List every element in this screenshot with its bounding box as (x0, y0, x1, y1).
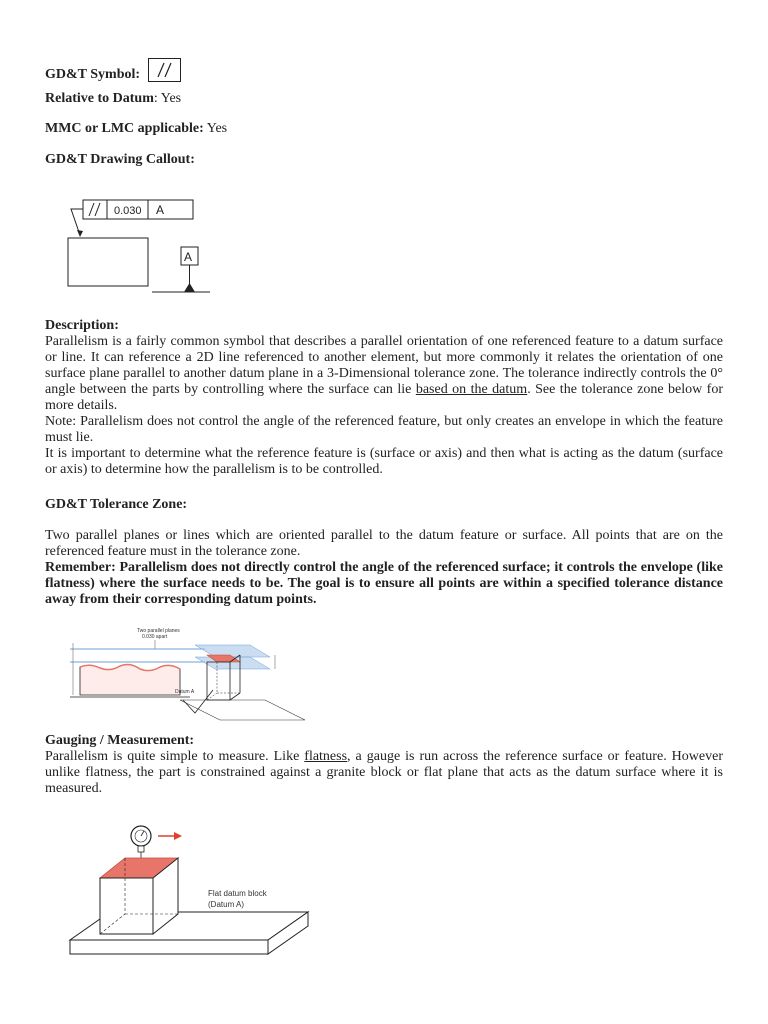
mmc-value: Yes (203, 121, 228, 136)
gauging-section (45, 733, 723, 797)
mmc-label: MMC or LMC applicable: (45, 121, 204, 136)
remember-paragraph: Remember: Parallelism does not directly control the angle of the referenced surface; it controls the envelope (like flatness) where the surface needs to be. The goal is to ensure all points are within a specified tolerance distance away from their corresponding datum points. (45, 560, 723, 607)
description-section (45, 318, 723, 478)
gauging-heading: Gauging / Measurement: (45, 733, 195, 748)
fig-label-datum: Datum A (175, 689, 195, 695)
datum-row (45, 91, 723, 107)
gauging-figure (68, 820, 348, 960)
flatness-link[interactable]: flatness (304, 749, 348, 764)
datum-flag-letter: A (184, 250, 193, 264)
callout-label: GD&T Drawing Callout: (45, 152, 195, 167)
callout-row (45, 152, 723, 168)
direction-arrow-icon (158, 832, 182, 840)
gauging-fig-label-2: (Datum A) (208, 900, 245, 909)
datum-label: Relative to Datum (45, 91, 154, 106)
gauging-fig-label-1: Flat datum block (208, 889, 267, 898)
description-paragraph-3: It is important to determine what the reference feature is (surface or axis) and then what is acting as the datum (surface or axis) to determine how the parallelism is to be controlled. (45, 446, 723, 477)
frame-tolerance: 0.030 (114, 205, 142, 217)
fig-label-planes: Two parallel planes (137, 628, 180, 634)
frame-parallel-icon (89, 203, 100, 216)
parallelism-symbol-icon (148, 58, 181, 82)
frame-datum: A (156, 203, 165, 217)
dial-gauge-icon (131, 826, 151, 858)
fig-label-apart: 0.030 apart (142, 634, 168, 640)
datum-value: : Yes (153, 91, 182, 106)
symbol-label: GD&T Symbol: (45, 67, 141, 82)
callout-figure (60, 195, 220, 295)
tolerance-heading-row (45, 497, 723, 513)
symbol-row (45, 58, 723, 83)
description-heading: Description: (45, 318, 119, 333)
description-paragraph-1: Parallelism is a fairly common symbol that describes a parallel orientation of one referenced feature to a datum surface or line. It can reference a 2D line referenced to another element, but more commonly it relates the orientation of one surface plane parallel to another datum plane in a 3-Dimensional tolerance zone. The tolerance indirectly controls the 0° angle between the parts by controlling where the surface can lie based on the datum. See the tolerance zone below for more details. (45, 334, 723, 413)
description-note: Note: Parallelism does not control the angle of the referenced feature, but only creates an envelope in which the feature must lie. (45, 414, 723, 445)
datum-triangle-icon (184, 283, 195, 292)
tolerance-section (45, 528, 723, 608)
based-on-datum-link[interactable]: based on the datum (415, 382, 528, 397)
tolerance-zone-figure (65, 625, 305, 720)
gauging-paragraph: Parallelism is quite simple to measure. Like flatness, a gauge is run across the reference surface or feature. However unlike flatness, the part is constrained against a granite block or flat plane that acts as the datum surface where it is measured. (45, 749, 723, 796)
leader-arrow-icon (77, 230, 83, 237)
mmc-row (45, 121, 723, 137)
tolerance-paragraph: Two parallel planes or lines which are oriented parallel to the datum feature or surface. All points that are on the referenced feature must in the tolerance zone. (45, 528, 723, 559)
tolerance-heading: GD&T Tolerance Zone: (45, 497, 188, 512)
